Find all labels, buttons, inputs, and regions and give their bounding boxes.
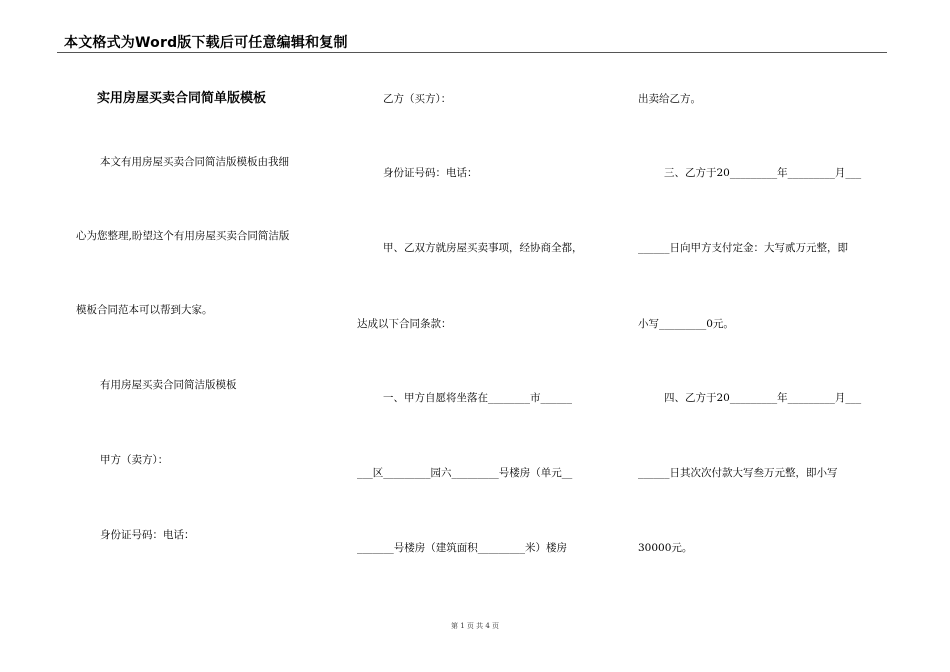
text-line: ______日向甲方支付定金：大写贰万元整，即 (638, 242, 848, 254)
page-number-footer: 第 1 页 共 4 页 (450, 622, 500, 630)
text-line: 有用房屋买卖合同简洁版模板 (100, 379, 237, 391)
text-line: 身份证号码：电话： (383, 167, 478, 179)
text-line: 一、甲方自愿将坐落在________市______ (383, 392, 572, 404)
text-line: 乙方（买方）： (383, 93, 452, 105)
text-line: 本文有用房屋买卖合同简洁版模板由我细 (100, 156, 289, 168)
text-line: 身份证号码：电话： (100, 529, 195, 541)
text-line: 甲、乙双方就房屋买卖事项，经协商全都， (383, 242, 583, 254)
text-line: 小写_________0元。 (638, 318, 734, 330)
text-line: 心为您整理,盼望这个有用房屋买卖合同简洁版 (76, 230, 290, 242)
text-line: 达成以下合同条款： (357, 318, 452, 330)
document-title: 实用房屋买卖合同简单版模板 (97, 91, 267, 106)
text-line: _______号楼房（建筑面积_________米）楼房 (357, 542, 567, 554)
text-line: ___区_________园六_________号楼房（单元__ (357, 467, 573, 479)
text-line: 模板合同范本可以帮到大家。 (76, 304, 213, 316)
text-line: 三、乙方于20_________年_________月___ (664, 167, 862, 179)
text-line: 30000元。 (638, 542, 693, 554)
text-line: 出卖给乙方。 (638, 93, 701, 105)
text-line: 四、乙方于20_________年_________月___ (664, 392, 862, 404)
text-line: ______日其次次付款大写叁万元整，即小写 (638, 467, 838, 479)
document-header-banner: 本文格式为Word版下载后可任意编辑和复制 (64, 35, 348, 51)
text-line: 甲方（卖方）： (100, 454, 169, 466)
header-divider (57, 52, 887, 53)
